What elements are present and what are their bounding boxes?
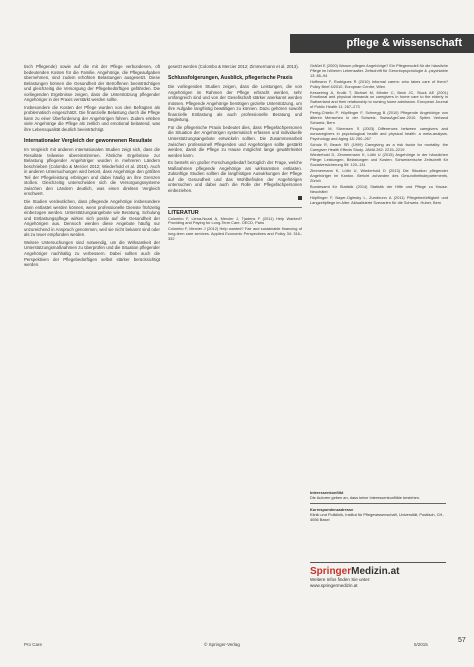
paragraph: Die vorliegenden Studien zeigen, dass die Leistungen, die von Angehörigen im Rahmen der Pflege erbracht werden, sehr umfangreich sind und von der Gesellschaft stärker anerkannt werden müssen. Pflegende Angehörige benötigen gezielte Unterstützung, um ihre Aufgabe langfristig bewältigen zu können. Dazu gehören sowohl finanzielle Entlastung als auch professionelle Beratung und Begleitung. (168, 84, 302, 123)
paragraph: Insbesondere die Kosten der Pflege wurden von den Befragten als problematisch eingeschätzt. Die finanzielle Belastung durch die Pflege kann zu einer Überforderung der Angehörigen führen. Zudem erleben viele Angehörige die Pflege als zeitlich und emotional belastend, was ihre Lebensqualität deutlich beeinträchtigt. (24, 104, 160, 133)
reference-item: Perrig-Chiello P, Höpflinger F, Schnegg B (2010) Pflegende Angehörige von älteren Menschen in der Schweiz. SwissAgeCare-2010. Spitex Verband Schweiz, Bern (310, 110, 448, 125)
footer-journal: Pro Care (24, 642, 43, 647)
author-info (310, 490, 446, 522)
references-heading: LITERATUR (168, 207, 302, 217)
section-heading: Schlussfolgerungen, Ausblick, pflegerische Praxis (168, 74, 293, 81)
paragraph: Im Vergleich mit anderen internationalen Studien zeigt sich, dass die Resultate teilweise übereinstimmen. Ähnliche Ergebnisse zur Belastung pflegender Angehöriger wurden in mehreren Ländern beschrieben (Colombo & Mercier 2012; Wiederhold et al. 2015). Auch in anderen Untersuchungen wird betont, dass Angehörige den größten Teil der Pflegeleistung erbringen und dabei häufig an ihre Grenzen stoßen. Gleichzeitig unterscheiden sich die Versorgungssysteme zwischen den Ländern deutlich, was einen direkten Vergleich erschwert. (24, 147, 160, 197)
paragraph: tisch Pflegende) sowie auf die mit der Pflege verbundenen, oft bedeutenden Kosten für die Familie. Angehörige, die Pflegeaufgaben übernehmen, sind zudem erhöhten Belastungen ausgesetzt. Diese Belastungen können die Gesundheit der Betroffenen beeinträchtigen und gleichzeitig die Versorgung der Pflegebedürftigen gefährden. Die vorliegenden Ergebnisse zeigen, dass die Unterstützung pflegender Angehöriger in der Praxis verstärkt werden sollte. (24, 64, 160, 103)
conflict-label: Interessenkonflikt (310, 490, 344, 495)
section-heading: Internationaler Vergleich der gewonnenen Resultate (24, 137, 152, 144)
reference-item: Pinquart M, Sörensen S (2003) Differences between caregivers and noncaregivers in psychological health and physical health: a meta-analysis. Psychology and Aging 18: 250–267 (310, 125, 448, 141)
paragraph: Für die pflegerische Praxis bedeutet dies, dass Pflegefachpersonen die Situation der Angehörigen systematisch erfassen und individuelle Unterstützungsangebote entwickeln sollten. Die Zusammenarbeit zwischen professionell Pflegenden und Angehörigen sollte gestärkt werden, damit die Pflege zu Hause möglichst lange gewährleistet werden kann. (168, 124, 302, 158)
springer-promo (310, 562, 446, 588)
text-column-1 (24, 64, 160, 650)
reference-item: Hoffmann F, Rodrigues R (2010) Informal carers: who takes care of them? Policy Brief 4/2010. European Centre, Wien (310, 78, 448, 89)
paragraph: gesetzt werden (Colombo & Mercier 2012; Zimmermann et al. 2013). (168, 64, 299, 69)
conflict-text: Die Autoren geben an, dass keine Interessenkonflikte bestehen. (310, 495, 421, 500)
page-footer (24, 640, 448, 652)
reference-item: Colombo F, Llena-Nozal A, Mercier J, Tjadens F (2011) Help Wanted? Providing and Paying for Long-Term Care. OECD, Paris (168, 215, 302, 226)
text-column-2 (168, 64, 302, 650)
promo-link[interactable]: www.springermedizin.at (310, 582, 358, 588)
section-banner: pflege & wissenschaft (290, 34, 474, 53)
paragraph: Es besteht ein großer Forschungsbedarf bezüglich der Frage, welche Maßnahmen pflegende Angehörige am wirksamsten entlasten. Zukünftige Studien sollten die langfristigen Auswirkungen der Pflege auf die Gesundheit und das Wohlbefinden der Angehörigen untersuchen und dabei auch die Rolle der Pflegefachpersonen einbeziehen. (168, 160, 302, 193)
paragraph: Weitere Untersuchungen sind notwendig, um die Wirksamkeit der Unterstützungsmaßnahmen zu überprüfen und die Situation pflegender Angehöriger nachhaltig zu verbessern. Dabei sollten auch die Perspektiven der Pflegebedürftigen selbst stärker berücksichtigt werden. (24, 239, 160, 268)
promo-text: Weitere Infos finden Sie unter: (310, 577, 371, 582)
contact-label: Korrespondenzadresse (310, 507, 354, 512)
page-number: 57 (458, 637, 466, 644)
paragraph: Die Studien verdeutlichen, dass pflegende Angehörige insbesondere dann entlastet werden können, wenn professionelle Dienste frühzeitig einbezogen werden. Unterstützungsangebote wie Beratung, Schulung und Entlastungspflege wirken sich positiv auf die Gesundheit der Angehörigen aus. Dennoch werden diese Angebote häufig nur unzureichend in Anspruch genommen, weil sie nicht bekannt sind oder als zu teuer empfunden werden. (24, 199, 160, 238)
references-column (310, 64, 448, 484)
springer-logo: SpringerMedizin.at (310, 566, 400, 577)
reference-item: Höpflinger F, Bayer-Oglesby L, Zumbrunn A (2011) Pflegebedürftigkeit und Langzeitpflege im Alter. Aktualisierte Szenarien für die Schweiz. Huber, Bern (310, 194, 448, 205)
references-list (168, 217, 302, 243)
footer-issue: 5/2015 (414, 642, 428, 647)
reference-item: Gräßel E (2000) Warum pflegen Angehörige? Ein Pflegemodell für die häusliche Pflege im höheren Lebensalter. Zeitschrift für Gerontopsychologie & -psychiatrie 13: 85–94 (310, 64, 448, 78)
reference-item: Kesselring A, Krulik T, Bichsel M, Minder C, Beck JC, Stuck AE (2001) Emotional and physical demands on caregivers in home care to the elderly in Switzerland and their relationship to nursing home admission. European Journal of Public Health 11: 267–273 (310, 89, 448, 110)
footer-copyright: © Springer-Verlag (204, 642, 240, 647)
reference-item: Zimmermann K, Lüthi U, Wiederhold D (2013) Die Situation pflegender Angehöriger im Kanton. Bericht zuhanden des Gesundheitsdepartements, Zürich (310, 168, 448, 183)
end-mark (168, 195, 302, 201)
divider (310, 503, 446, 504)
reference-item: Bundesamt für Statistik (2014) Statistik der Hilfe und Pflege zu Hause. Neuchâtel (310, 183, 448, 194)
reference-item: Wiederhold D, Zimmermann K, Lüthi U (2015) Angehörige in der häuslichen Pflege: Leistungen, Belastungen und Kosten. Schweizerische Zeitschrift für Sozialversicherung 59: 120–131 (310, 152, 448, 168)
reference-item: Schulz R, Beach SR (1999) Caregiving as a risk factor for mortality: the Caregiver Health Effects Study. JAMA 282: 2215–2219 (310, 141, 448, 152)
references-list (310, 64, 448, 205)
contact-text: Klinik und Poliklinik, Institut für Pflegewissenschaft, Universität, Postfach, CH-4056 Basel (310, 512, 444, 522)
reference-item: Colombo F, Mercier J (2012) Help wanted? Fair and sustainable financing of long-term care services. Applied Economic Perspectives and Policy 34: 316–332 (168, 226, 302, 242)
